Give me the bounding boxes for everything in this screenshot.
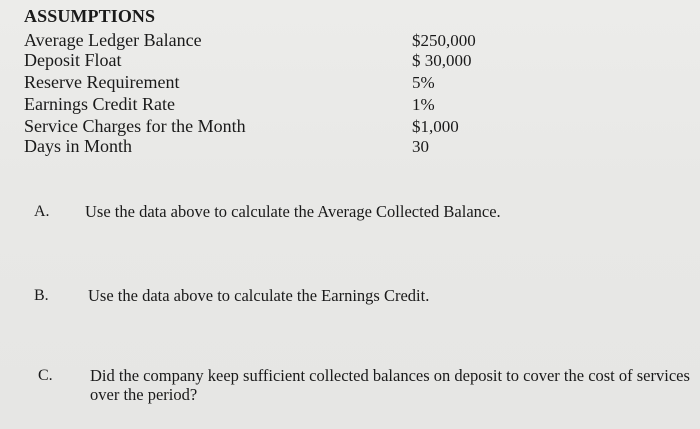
assumption-label: Days in Month (24, 136, 132, 156)
question-text: Use the data above to calculate the Average Collected Balance. (85, 202, 501, 221)
question-letter: C. (38, 367, 53, 384)
assumption-value: $ 30,000 (412, 51, 472, 70)
assumption-value: 1% (412, 95, 435, 114)
question-text: Did the company keep sufficient collected balances on deposit to cover the cost of services over the period? (90, 366, 690, 404)
assumption-value: $1,000 (412, 117, 459, 136)
assumption-value: 5% (412, 73, 435, 92)
assumption-value: 30 (412, 137, 429, 156)
question-letter: A. (34, 203, 50, 220)
assumption-label: Average Ledger Balance (24, 30, 202, 50)
assumptions-heading: ASSUMPTIONS (24, 6, 156, 26)
question-text: Use the data above to calculate the Earnings Credit. (88, 286, 430, 305)
assumption-label: Earnings Credit Rate (24, 94, 175, 114)
assumption-label: Deposit Float (24, 50, 122, 70)
assumption-value: $250,000 (412, 31, 476, 50)
assumption-label: Service Charges for the Month (24, 116, 246, 136)
question-letter: B. (34, 287, 49, 304)
assumption-label: Reserve Requirement (24, 72, 180, 92)
